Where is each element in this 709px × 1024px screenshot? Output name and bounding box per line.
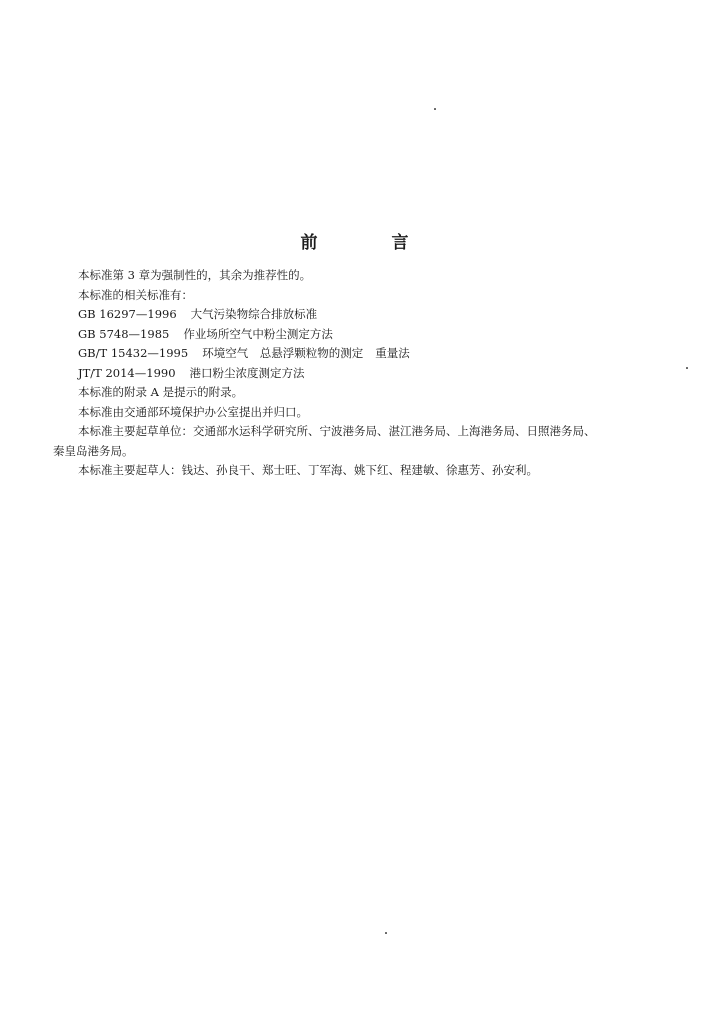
paragraph-appendix-note: 本标准的附录 A 是提示的附录。 xyxy=(78,385,244,399)
reference-suffix: 重量法 xyxy=(375,346,410,360)
reference-title: 作业场所空气中粉尘测定方法 xyxy=(183,326,333,341)
reference-item xyxy=(53,325,665,345)
paragraph-drafting-units: 本标准主要起草单位：交通部水运科学研究所、宁波港务局、湛江港务局、上海港务局、日照港务局、 xyxy=(78,424,596,438)
reference-item xyxy=(53,305,665,325)
paragraph-related-standards-intro: 本标准的相关标准有： xyxy=(78,287,193,302)
scan-speck xyxy=(686,367,688,369)
reference-code: JT/T 2014—1990 xyxy=(78,365,176,380)
reference-item xyxy=(53,364,665,384)
page-title: 前 言 xyxy=(300,233,443,253)
paragraph-drafters: 本标准主要起草人：钱达、孙良干、郑士旺、丁军海、姚下红、程建敏、徐惠芳、孙安利。 xyxy=(78,463,538,477)
foreword-body xyxy=(53,266,665,481)
scan-speck xyxy=(385,932,387,934)
paragraph-proposer: 本标准由交通部环境保护办公室提出并归口。 xyxy=(78,404,308,419)
reference-title: 环境空气 总悬浮颗粒物的测定 xyxy=(202,346,364,360)
paragraph-drafting-units-continued: 秦皇岛港务局。 xyxy=(53,443,134,458)
reference-item xyxy=(53,344,665,364)
reference-title: 港口粉尘浓度测定方法 xyxy=(189,365,305,380)
reference-code: GB 5748—1985 xyxy=(78,326,170,341)
scan-speck xyxy=(434,108,436,110)
reference-code: GB/T 15432—1995 xyxy=(78,346,189,360)
paragraph-mandatory-clause: 本标准第 3 章为强制性的，其余为推荐性的。 xyxy=(78,268,312,282)
reference-title: 大气污染物综合排放标准 xyxy=(190,307,318,321)
reference-code: GB 16297—1996 xyxy=(78,307,177,321)
